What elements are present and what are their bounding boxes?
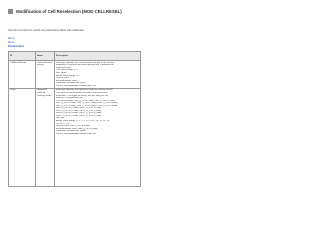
param-name: Hysteresis value for ranking criteria: [36, 88, 55, 186]
description-line: Parameter Relationship: None: [56, 130, 86, 133]
description-line: Service Interrupted After Modification: No: [56, 132, 96, 135]
more-link[interactable]: More: [8, 40, 15, 44]
section-heading: Parameters: [8, 44, 25, 48]
param-id: CellReselPriority: [9, 61, 36, 89]
description-line: frequency. 0 indicates the lowest priority and 7 indicates the: [56, 64, 114, 67]
description-line: DB22_Q_HYST(22dB), DB24_Q_HYST(24dB): [56, 114, 102, 117]
column-header: ID: [9, 52, 36, 61]
description-line: DB14_Q_HYST(14dB), DB16_Q_HYST(16dB),: [56, 109, 102, 112]
description-line: Recommended Value: DB4_Q_HYST(4dB): [56, 127, 98, 130]
description-line: highest priority.: [56, 66, 71, 69]
description-line: Actual Value Range: 0~7: [56, 74, 81, 77]
description-line: Meaning: Indicates the cell reselection priority of the serving: [56, 61, 114, 64]
description-line: reselects a neighboring cell.: [56, 97, 84, 100]
parameters-table: [8, 51, 141, 187]
page-title: Modification of Cell Reselection (MOD CELLRESEL): [16, 9, 122, 14]
description-line: Meaning: Indicates the hysteresis value for ranking criteria.: [56, 89, 114, 92]
description-line: DB5_Q_HYST(5dB), DB6_Q_HYST(6dB), DB8_Q_HYST(8dB),: [56, 104, 118, 107]
table-row: [9, 61, 141, 89]
description-line: evaluation. The larger the value, the less likely the UE: [56, 94, 109, 97]
column-header: Name: [36, 52, 55, 61]
description-line: The value of this parameter is used in cell reselection: [56, 91, 108, 94]
description-line: DB10_Q_HYST(10dB), DB12_Q_HYST(12dB),: [56, 107, 102, 110]
description-line: GUI Value Range: 0~7: [56, 69, 78, 72]
description-line: Parameter Relationship: None: [56, 82, 86, 85]
more-link[interactable]: More: [8, 36, 15, 40]
description-line: DB18_Q_HYST(18dB), DB20_Q_HYST(20dB),: [56, 112, 102, 115]
description-line: GUI Value Range: DB0_Q_HYST(0dB), DB1_Q_HYST(1dB),: [56, 99, 116, 102]
table-header-row: [9, 52, 141, 61]
description-line: 18, 20, 22, 24: [56, 122, 70, 125]
description-line: Actual Value Range: 0, 1, 2, 3, 4, 5, 6, 8, 10, 12, 14, 16,: [56, 120, 110, 122]
page-title-row: [8, 9, 122, 14]
param-id: Qhyst: [9, 88, 36, 186]
description-line: Default Value: DB4_Q_HYST(4dB): [56, 125, 90, 128]
param-description: [55, 88, 141, 186]
table-row: [9, 88, 141, 186]
description-line: Unit: dB: [56, 117, 64, 120]
description-line: Recommended Value: 7: [56, 79, 80, 82]
param-name: Cell reselection priority: [36, 61, 55, 89]
column-header: Description: [55, 52, 141, 61]
bullet-square-icon: [8, 9, 13, 14]
intro-text: Use this command to modify the parameters about cell reselection.: [8, 29, 85, 32]
param-description: [55, 61, 141, 89]
description-line: Unit: None: [56, 71, 67, 74]
description-line: DB2_Q_HYST(2dB), DB3_Q_HYST(3dB), DB4_Q_HYST(4dB),: [56, 102, 118, 105]
description-line: Service Interrupted After Modification: No: [56, 84, 96, 87]
description-line: Default Value: 7: [56, 77, 72, 80]
